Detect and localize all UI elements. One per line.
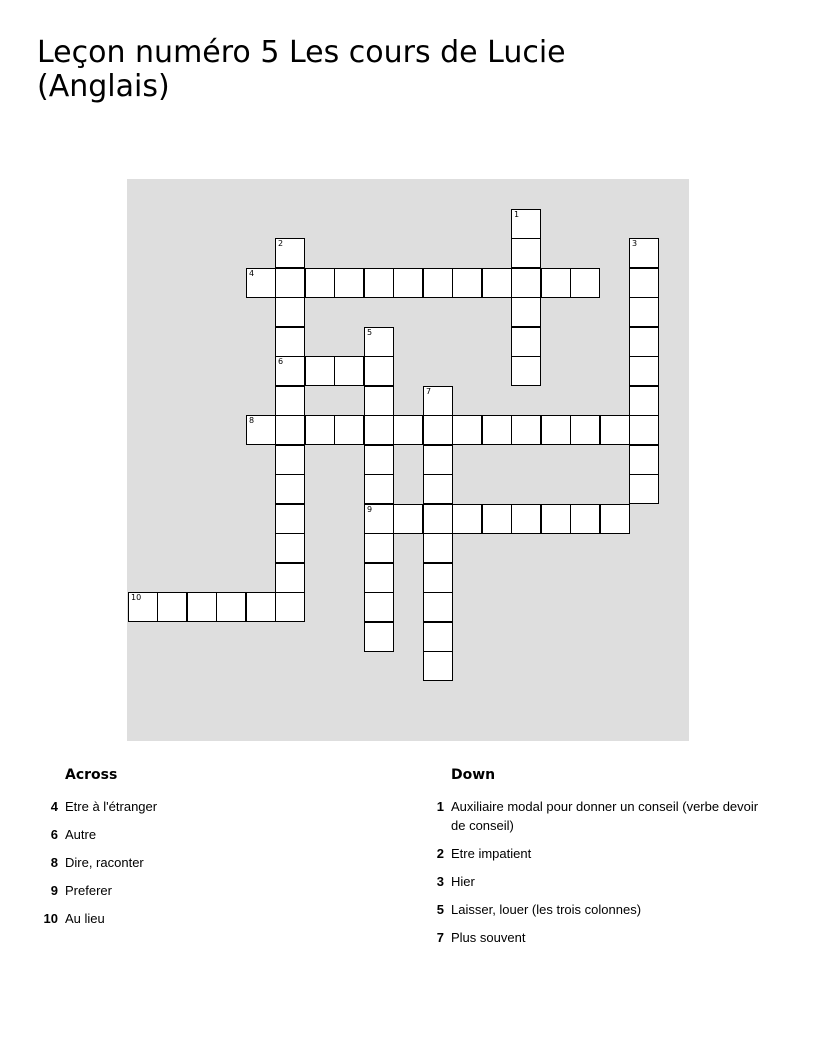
cell-number: 10 xyxy=(131,593,142,602)
grid-cell[interactable] xyxy=(364,533,394,563)
grid-cell[interactable] xyxy=(600,415,630,445)
clue-item xyxy=(38,909,368,928)
grid-cell[interactable] xyxy=(423,474,453,504)
grid-cell[interactable] xyxy=(423,415,453,445)
grid-cell[interactable] xyxy=(570,268,600,298)
clue-number: 6 xyxy=(50,827,58,842)
grid-cell[interactable] xyxy=(275,563,305,593)
clue-number: 5 xyxy=(436,902,444,917)
clue-item xyxy=(426,928,766,947)
grid-cell[interactable] xyxy=(423,386,453,416)
clue-item xyxy=(38,853,368,872)
grid-cell[interactable] xyxy=(452,415,482,445)
grid-cell[interactable] xyxy=(364,563,394,593)
clue-item xyxy=(426,844,766,863)
across-heading: Across xyxy=(65,767,118,783)
grid-cell[interactable] xyxy=(393,268,423,298)
clue-number: 7 xyxy=(436,930,444,945)
grid-cell[interactable] xyxy=(246,592,276,622)
grid-cell[interactable] xyxy=(482,415,512,445)
grid-cell[interactable] xyxy=(423,622,453,652)
clue-item xyxy=(426,872,766,891)
grid-cell[interactable] xyxy=(275,238,305,268)
grid-cell[interactable] xyxy=(334,268,364,298)
grid-cell[interactable] xyxy=(246,268,276,298)
grid-cell[interactable] xyxy=(364,327,394,357)
clue-item xyxy=(38,825,368,844)
cell-number: 1 xyxy=(514,210,520,219)
grid-cell[interactable] xyxy=(275,415,305,445)
grid-cell[interactable] xyxy=(275,533,305,563)
grid-cell[interactable] xyxy=(423,533,453,563)
grid-cell[interactable] xyxy=(629,415,659,445)
clue-text: Laisser, louer (les trois colonnes) xyxy=(451,902,642,917)
cell-number: 7 xyxy=(426,387,432,396)
clue-number: 9 xyxy=(50,883,58,898)
grid-cell[interactable] xyxy=(364,415,394,445)
grid-cell[interactable] xyxy=(364,386,394,416)
grid-cell[interactable] xyxy=(452,268,482,298)
grid-cell[interactable] xyxy=(423,504,453,534)
clue-item xyxy=(38,797,368,816)
grid-cell[interactable] xyxy=(275,327,305,357)
crossword-grid xyxy=(127,179,689,741)
grid-cell[interactable] xyxy=(423,445,453,475)
cell-number: 8 xyxy=(249,416,255,425)
cell-number: 4 xyxy=(249,269,255,278)
grid-cell[interactable] xyxy=(629,268,659,298)
grid-cell[interactable] xyxy=(511,327,541,357)
grid-cell[interactable] xyxy=(275,268,305,298)
grid-cell[interactable] xyxy=(364,504,394,534)
grid-cell[interactable] xyxy=(305,415,335,445)
grid-cell[interactable] xyxy=(452,504,482,534)
page-title: Leçon numéro 5 Les cours de Lucie (Anglais) xyxy=(37,35,566,104)
grid-cell[interactable] xyxy=(629,474,659,504)
grid-cell[interactable] xyxy=(334,356,364,386)
across-clues xyxy=(38,765,368,937)
grid-cell[interactable] xyxy=(216,592,246,622)
grid-cell[interactable] xyxy=(423,651,453,681)
grid-cell[interactable] xyxy=(511,209,541,239)
down-clues xyxy=(426,765,766,956)
grid-cell[interactable] xyxy=(275,386,305,416)
grid-cell[interactable] xyxy=(600,504,630,534)
clue-text: Plus souvent xyxy=(451,930,526,945)
grid-cell[interactable] xyxy=(423,592,453,622)
grid-cell[interactable] xyxy=(393,504,423,534)
grid-cell[interactable] xyxy=(393,415,423,445)
cell-number: 9 xyxy=(367,505,373,514)
grid-cell[interactable] xyxy=(511,415,541,445)
grid-cell[interactable] xyxy=(305,356,335,386)
grid-cell[interactable] xyxy=(364,445,394,475)
grid-cell[interactable] xyxy=(334,415,364,445)
down-clue-list xyxy=(426,797,766,947)
clue-number: 3 xyxy=(436,874,444,889)
grid-cell[interactable] xyxy=(629,386,659,416)
grid-cell[interactable] xyxy=(629,297,659,327)
grid-cell[interactable] xyxy=(511,297,541,327)
down-heading: Down xyxy=(451,767,496,783)
clue-number: 1 xyxy=(436,799,444,814)
grid-cell[interactable] xyxy=(364,622,394,652)
grid-cell[interactable] xyxy=(541,415,571,445)
grid-cell[interactable] xyxy=(482,504,512,534)
clue-number: 4 xyxy=(50,799,58,814)
clue-text: Au lieu xyxy=(65,911,105,926)
cell-number: 5 xyxy=(367,328,373,337)
grid-cell[interactable] xyxy=(541,268,571,298)
grid-cell[interactable] xyxy=(511,356,541,386)
clue-item xyxy=(426,797,766,835)
grid-cell[interactable] xyxy=(423,268,453,298)
grid-cell[interactable] xyxy=(364,592,394,622)
clue-number: 2 xyxy=(436,846,444,861)
clue-text: Autre xyxy=(65,827,97,842)
grid-cell[interactable] xyxy=(275,445,305,475)
grid-cell[interactable] xyxy=(629,327,659,357)
grid-cell[interactable] xyxy=(482,268,512,298)
clue-text: Etre à l'étranger xyxy=(65,799,158,814)
grid-cell[interactable] xyxy=(570,415,600,445)
grid-cell[interactable] xyxy=(629,238,659,268)
grid-cell[interactable] xyxy=(570,504,600,534)
grid-cell[interactable] xyxy=(246,415,276,445)
grid-cell[interactable] xyxy=(305,268,335,298)
across-clue-list xyxy=(38,797,368,928)
clue-text: Auxiliaire modal pour donner un conseil (verbe devoir de conseil) xyxy=(451,799,759,833)
grid-cell[interactable] xyxy=(511,238,541,268)
grid-cell[interactable] xyxy=(629,445,659,475)
grid-cell[interactable] xyxy=(275,297,305,327)
clue-text: Hier xyxy=(451,874,475,889)
grid-cell[interactable] xyxy=(157,592,187,622)
clue-number: 10 xyxy=(43,911,58,926)
clue-number: 8 xyxy=(50,855,58,870)
clue-item xyxy=(38,881,368,900)
cell-number: 6 xyxy=(278,357,284,366)
clue-item xyxy=(426,900,766,919)
grid-cell[interactable] xyxy=(511,268,541,298)
grid-cell[interactable] xyxy=(187,592,217,622)
grid-cell[interactable] xyxy=(511,504,541,534)
grid-cell[interactable] xyxy=(275,504,305,534)
clue-text: Preferer xyxy=(65,883,112,898)
grid-cell[interactable] xyxy=(629,356,659,386)
grid-cell[interactable] xyxy=(275,474,305,504)
grid-cell[interactable] xyxy=(128,592,158,622)
clue-text: Dire, raconter xyxy=(65,855,144,870)
grid-cell[interactable] xyxy=(275,356,305,386)
clue-text: Etre impatient xyxy=(451,846,532,861)
grid-cell[interactable] xyxy=(541,504,571,534)
grid-cell[interactable] xyxy=(364,356,394,386)
grid-cell[interactable] xyxy=(423,563,453,593)
cell-number: 3 xyxy=(632,239,638,248)
grid-cell[interactable] xyxy=(364,268,394,298)
grid-cell[interactable] xyxy=(364,474,394,504)
grid-cell[interactable] xyxy=(275,592,305,622)
cell-number: 2 xyxy=(278,239,284,248)
